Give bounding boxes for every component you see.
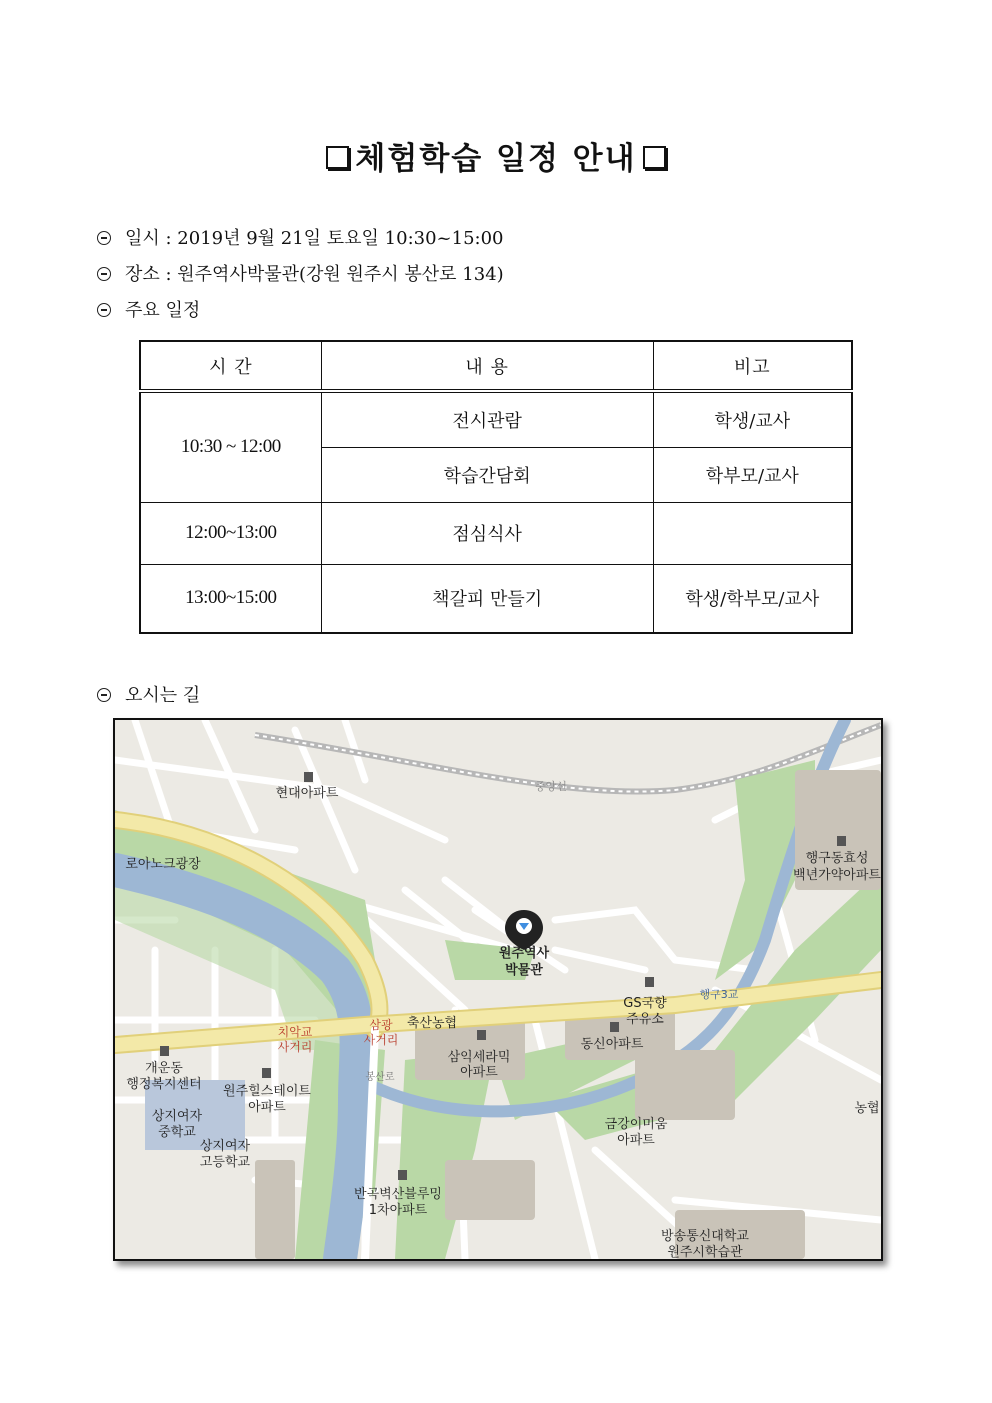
table-row bbox=[140, 564, 852, 633]
map-label: 상지여자 bbox=[199, 1139, 251, 1154]
map-label: 원주힐스테이트 bbox=[223, 1084, 311, 1099]
checkbox-glyph-icon bbox=[326, 146, 349, 169]
map-label: 중앙선 bbox=[535, 780, 567, 793]
map-label: 금강이미움 bbox=[604, 1117, 668, 1132]
place-line bbox=[97, 262, 504, 288]
circle-bullet-icon bbox=[97, 231, 111, 245]
map-label: 현대아파트 bbox=[275, 786, 339, 801]
directions-heading-text: 오시는 길 bbox=[125, 685, 201, 706]
content-cell: 책갈피 만들기 bbox=[321, 564, 653, 633]
map-label: 반곡벽산블루밍 bbox=[354, 1187, 442, 1202]
map-label: GS국향 bbox=[623, 996, 667, 1011]
circle-bullet-icon bbox=[97, 688, 111, 702]
map-label: 원주역사 bbox=[498, 946, 550, 961]
table-row bbox=[140, 391, 852, 447]
date-line bbox=[97, 226, 504, 252]
content-cell: 점심식사 bbox=[321, 502, 653, 564]
map-label: 백년가약아파트 bbox=[793, 868, 881, 883]
page-title bbox=[0, 133, 992, 178]
map-label: 치악교 bbox=[277, 1025, 313, 1039]
map-label: 고등학교 bbox=[199, 1155, 251, 1170]
map-label: 삼광 bbox=[369, 1018, 393, 1032]
map-label: 행정복지센터 bbox=[126, 1077, 202, 1092]
map-label: 농협 bbox=[854, 1101, 880, 1116]
map-canvas bbox=[115, 720, 881, 1259]
title-text: 체험학습 일정 안내 bbox=[355, 141, 637, 177]
table-row bbox=[140, 502, 852, 564]
date-text: 일시 : 2019년 9월 21일 토요일 10:30~15:00 bbox=[125, 228, 504, 249]
map-label: 삼익세라믹 bbox=[447, 1050, 511, 1065]
checkbox-glyph-icon bbox=[643, 146, 666, 169]
time-cell: 10:30 ~ 12:00 bbox=[140, 391, 321, 502]
header-time: 시 간 bbox=[140, 341, 321, 391]
map-label: 주유소 bbox=[626, 1012, 664, 1027]
map-label: 아파트 bbox=[460, 1065, 498, 1080]
map-label: 방송통신대학교 bbox=[661, 1229, 749, 1244]
header-note: 비고 bbox=[653, 341, 852, 391]
map-label: 행구동효성 bbox=[805, 851, 869, 866]
location-map[interactable] bbox=[113, 718, 883, 1261]
time-cell: 13:00~15:00 bbox=[140, 564, 321, 633]
map-label: 축산농협 bbox=[406, 1016, 458, 1031]
schedule-table bbox=[139, 340, 853, 634]
map-label: 로아노크광장 bbox=[125, 857, 201, 872]
content-cell: 학습간담회 bbox=[321, 447, 653, 502]
circle-bullet-icon bbox=[97, 267, 111, 281]
schedule-heading-text: 주요 일정 bbox=[125, 300, 201, 321]
map-label: 상지여자 bbox=[151, 1109, 203, 1124]
header-content: 내 용 bbox=[321, 341, 653, 391]
map-label: 박물관 bbox=[505, 963, 543, 978]
map-label: 원주시학습관 bbox=[667, 1245, 743, 1259]
place-text: 장소 : 원주역사박물관(강원 원주시 봉산로 134) bbox=[125, 264, 504, 285]
map-label: 개운동 bbox=[145, 1061, 183, 1076]
map-label: 사거리 bbox=[277, 1040, 313, 1054]
map-label: 봉산로 bbox=[365, 1072, 395, 1083]
time-cell: 12:00~13:00 bbox=[140, 502, 321, 564]
map-label: 아파트 bbox=[617, 1133, 655, 1148]
note-cell: 학부모/교사 bbox=[653, 447, 852, 502]
table-header-row bbox=[140, 341, 852, 391]
directions-heading bbox=[97, 683, 200, 709]
map-label: 행구3교 bbox=[699, 988, 739, 1001]
circle-bullet-icon bbox=[97, 303, 111, 317]
map-label: 1차아파트 bbox=[368, 1203, 428, 1218]
museum-location-pin bbox=[505, 910, 543, 950]
map-label: 동신아파트 bbox=[580, 1037, 644, 1052]
map-label: 사거리 bbox=[363, 1033, 399, 1047]
map-label: 중학교 bbox=[158, 1125, 196, 1140]
schedule-heading bbox=[97, 298, 200, 324]
note-cell: 학생/교사 bbox=[653, 391, 852, 447]
map-label: 아파트 bbox=[248, 1100, 286, 1115]
content-cell: 전시관람 bbox=[321, 391, 653, 447]
note-cell: 학생/학부모/교사 bbox=[653, 564, 852, 633]
note-cell bbox=[653, 502, 852, 564]
